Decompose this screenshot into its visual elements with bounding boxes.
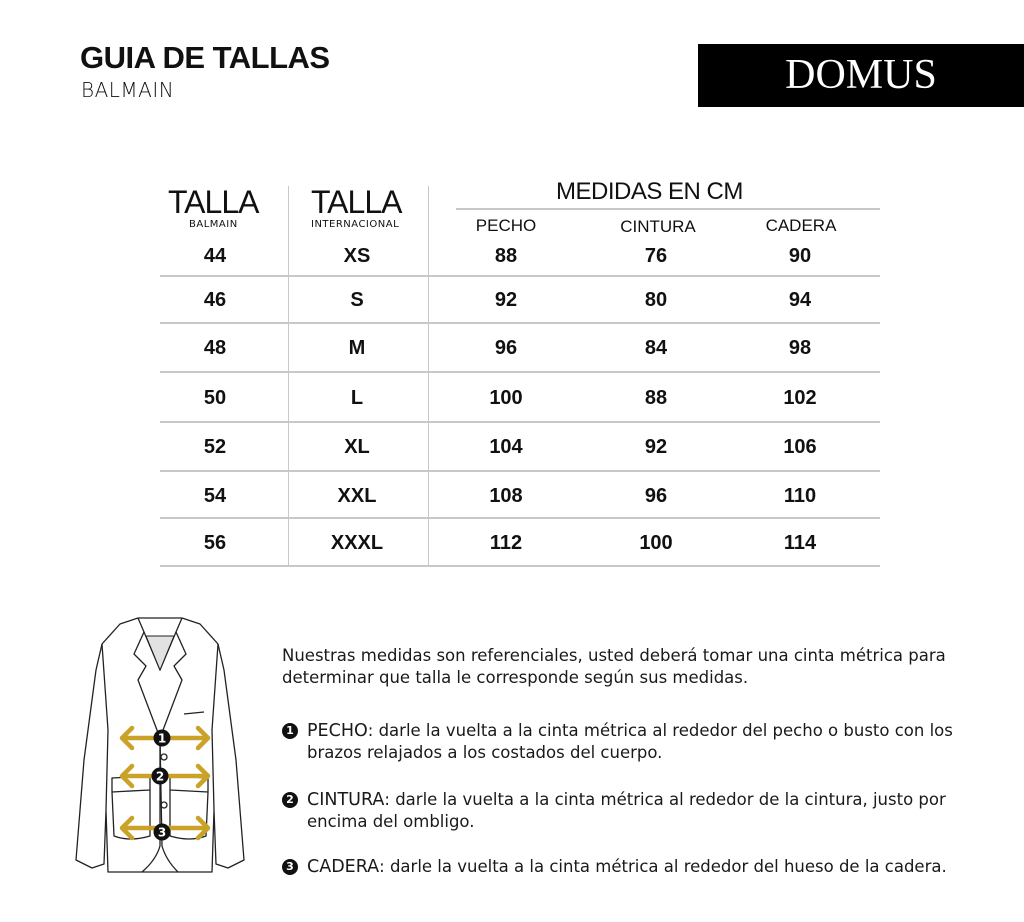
marker-3: 3 bbox=[157, 825, 167, 840]
cell-cintura: 80 bbox=[644, 289, 668, 311]
cell-talla-internacional: S bbox=[350, 289, 364, 311]
cell-talla-balmain: 52 bbox=[203, 436, 227, 458]
cell-pecho: 104 bbox=[489, 436, 523, 458]
instruction-text: : darle la vuelta a la cinta métrica al rededor del pecho o busto con los brazos relajados a los costados del cuerpo. bbox=[307, 721, 953, 762]
cell-talla-internacional: XXL bbox=[337, 485, 377, 507]
cell-cintura: 76 bbox=[644, 245, 668, 267]
cell-pecho: 108 bbox=[489, 485, 523, 507]
cell-cadera: 102 bbox=[783, 387, 817, 409]
row-divider bbox=[160, 470, 880, 472]
cell-talla-internacional: M bbox=[348, 337, 366, 359]
cell-cintura: 88 bbox=[644, 387, 668, 409]
cell-pecho: 100 bbox=[489, 387, 523, 409]
row-divider bbox=[160, 371, 880, 373]
instruction-key: CINTURA bbox=[307, 790, 385, 810]
instruction-key: CADERA bbox=[307, 857, 380, 877]
cell-talla-balmain: 44 bbox=[203, 245, 227, 267]
cell-cintura: 100 bbox=[639, 532, 673, 554]
cell-cadera: 114 bbox=[783, 532, 817, 554]
cell-pecho: 92 bbox=[494, 289, 518, 311]
col-header-pecho: PECHO bbox=[475, 216, 537, 235]
cell-talla-balmain: 56 bbox=[203, 532, 227, 554]
cell-pecho: 96 bbox=[494, 337, 518, 359]
col-header-cintura: CINTURA bbox=[620, 217, 696, 236]
col-subheader-internacional: INTERNACIONAL bbox=[311, 219, 400, 230]
col-subheader-balmain: BALMAIN bbox=[189, 219, 238, 230]
row-divider bbox=[160, 565, 880, 567]
cell-cintura: 84 bbox=[644, 337, 668, 359]
cell-talla-internacional: XL bbox=[344, 436, 370, 458]
cell-talla-balmain: 54 bbox=[203, 485, 227, 507]
cell-talla-internacional: XXXL bbox=[330, 532, 384, 554]
cell-talla-balmain: 50 bbox=[203, 387, 227, 409]
group-header-medidas: MEDIDAS EN CM bbox=[556, 178, 743, 205]
instruction-key: PECHO bbox=[307, 721, 368, 741]
number-badge: 3 bbox=[282, 859, 298, 875]
marker-1: 1 bbox=[157, 731, 167, 746]
jacket-illustration-icon bbox=[60, 610, 260, 880]
domus-logo: DOMUS bbox=[698, 44, 1024, 107]
cell-talla-internacional: XS bbox=[343, 245, 371, 267]
column-divider bbox=[288, 186, 289, 566]
instruction-text: : darle la vuelta a la cinta métrica al rededor de la cintura, justo por encima del ombligo. bbox=[307, 790, 946, 831]
cell-cadera: 110 bbox=[783, 485, 817, 507]
row-divider bbox=[160, 421, 880, 423]
col-header-talla-balmain: TALLA bbox=[168, 184, 259, 220]
cell-talla-balmain: 46 bbox=[203, 289, 227, 311]
cell-cintura: 96 bbox=[644, 485, 668, 507]
cell-talla-balmain: 48 bbox=[203, 337, 227, 359]
cell-pecho: 88 bbox=[494, 245, 518, 267]
cell-cadera: 98 bbox=[788, 337, 812, 359]
row-divider bbox=[160, 275, 880, 277]
page-title: GUIA DE TALLAS bbox=[80, 40, 330, 75]
cell-pecho: 112 bbox=[489, 532, 523, 554]
marker-2: 2 bbox=[155, 769, 165, 784]
instruction-text: : darle la vuelta a la cinta métrica al rededor del hueso de la cadera. bbox=[379, 857, 947, 876]
number-badge: 1 bbox=[282, 723, 298, 739]
cell-talla-internacional: L bbox=[350, 387, 364, 409]
number-badge: 2 bbox=[282, 792, 298, 808]
cell-cadera: 94 bbox=[788, 289, 812, 311]
page-subtitle: BALMAIN bbox=[81, 78, 175, 102]
col-header-cadera: CADERA bbox=[765, 216, 837, 235]
intro-text: Nuestras medidas son referenciales, usted deberá tomar una cinta métrica para determinar que talla le corresponde según sus medidas. bbox=[282, 646, 946, 687]
column-divider bbox=[428, 186, 429, 566]
cell-cadera: 106 bbox=[783, 436, 817, 458]
cell-cintura: 92 bbox=[644, 436, 668, 458]
row-divider bbox=[160, 322, 880, 324]
cell-cadera: 90 bbox=[788, 245, 812, 267]
group-header-underline bbox=[456, 208, 880, 210]
row-divider bbox=[160, 517, 880, 519]
col-header-talla-internacional: TALLA bbox=[311, 184, 402, 220]
